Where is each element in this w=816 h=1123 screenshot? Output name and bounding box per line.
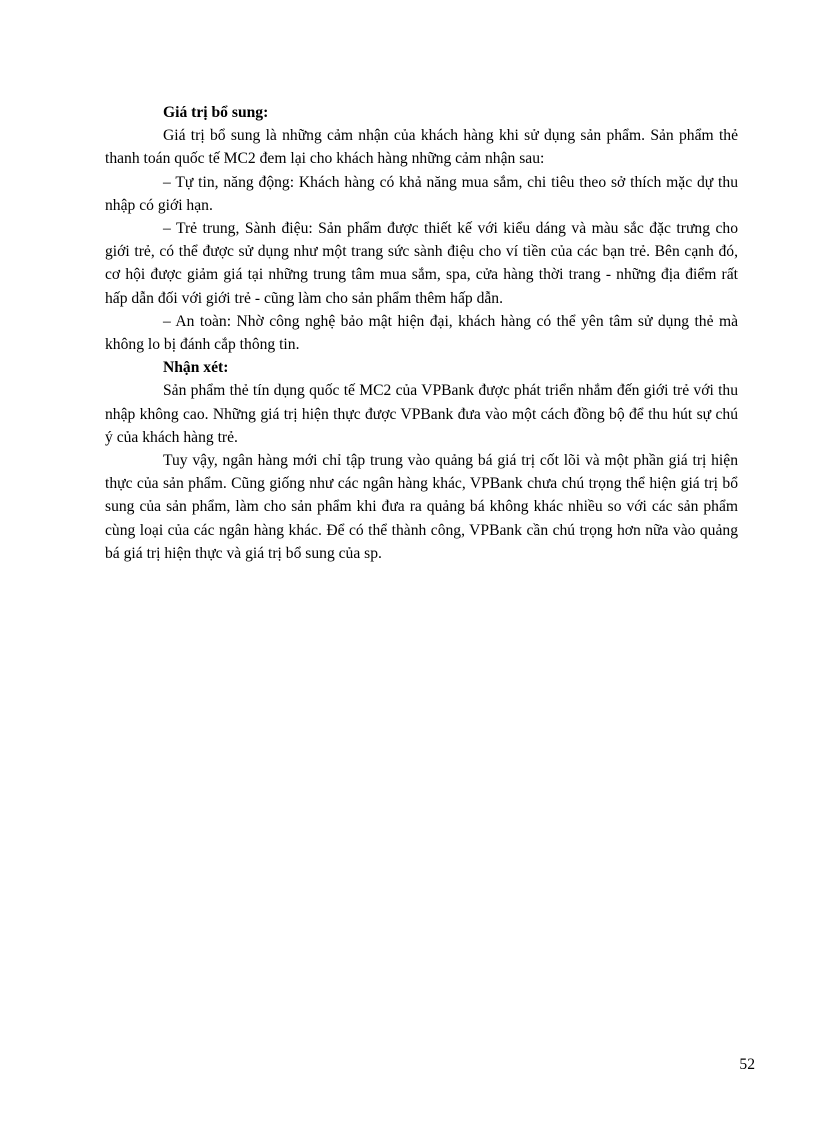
paragraph-confident: – Tự tin, năng động: Khách hàng có khả năng mua sắm, chi tiêu theo sở thích mặc dự thu nhập có giới hạn. (105, 173, 738, 214)
section-heading-added-value: Giá trị bổ sung: (163, 104, 269, 121)
paragraph-added-value-intro: Giá trị bổ sung là những cảm nhận của khách hàng khi sử dụng sản phẩm. Sản phẩm thẻ thanh toán quốc tế MC2 đem lại cho khách hàng những cảm nhận sau: (105, 127, 738, 168)
paragraph-remarks-2: Tuy vậy, ngân hàng mới chỉ tập trung vào quảng bá giá trị cốt lõi và một phần giá trị hiện thực của sản phẩm. Cũng giống như các ngân hàng khác, VPBank chưa chú trọng thể hiện giá trị bổ sung của sản phẩm, làm cho sản phẩm khi đưa ra quảng bá không khác nhiều so với các sản phẩm cùng loại của các ngân hàng khác. Để có thể thành công, VPBank cần chú trọng hơn nữa vào quảng bá giá trị hiện thực và giá trị bổ sung của sp. (105, 452, 738, 562)
paragraph-youthful: – Trẻ trung, Sành điệu: Sản phẩm được thiết kế với kiểu dáng và màu sắc đặc trưng cho giới trẻ, có thể được sử dụng như một trang sức sành điệu cho ví tiền của các bạn trẻ. Bên cạnh đó, cơ hội được giảm giá tại những trung tâm mua sắm, spa, cửa hàng thời trang - những địa điểm rất hấp dẫn đối với giới trẻ - cũng làm cho sản phẩm thêm hấp dẫn. (105, 220, 738, 307)
page-number: 52 (739, 1056, 755, 1073)
paragraph-safety: – An toàn: Nhờ công nghệ bảo mật hiện đại, khách hàng có thể yên tâm sử dụng thẻ mà không lo bị đánh cắp thông tin. (105, 312, 738, 354)
document-body (105, 101, 738, 565)
paragraph-remarks-1: Sản phẩm thẻ tín dụng quốc tế MC2 của VPBank được phát triển nhắm đến giới trẻ với thu nhập không cao. Những giá trị hiện thực được VPBank đưa vào một cách đồng bộ để thu hút sự chú ý của khách hàng trẻ. (105, 382, 738, 446)
section-heading-remarks: Nhận xét: (163, 359, 229, 377)
